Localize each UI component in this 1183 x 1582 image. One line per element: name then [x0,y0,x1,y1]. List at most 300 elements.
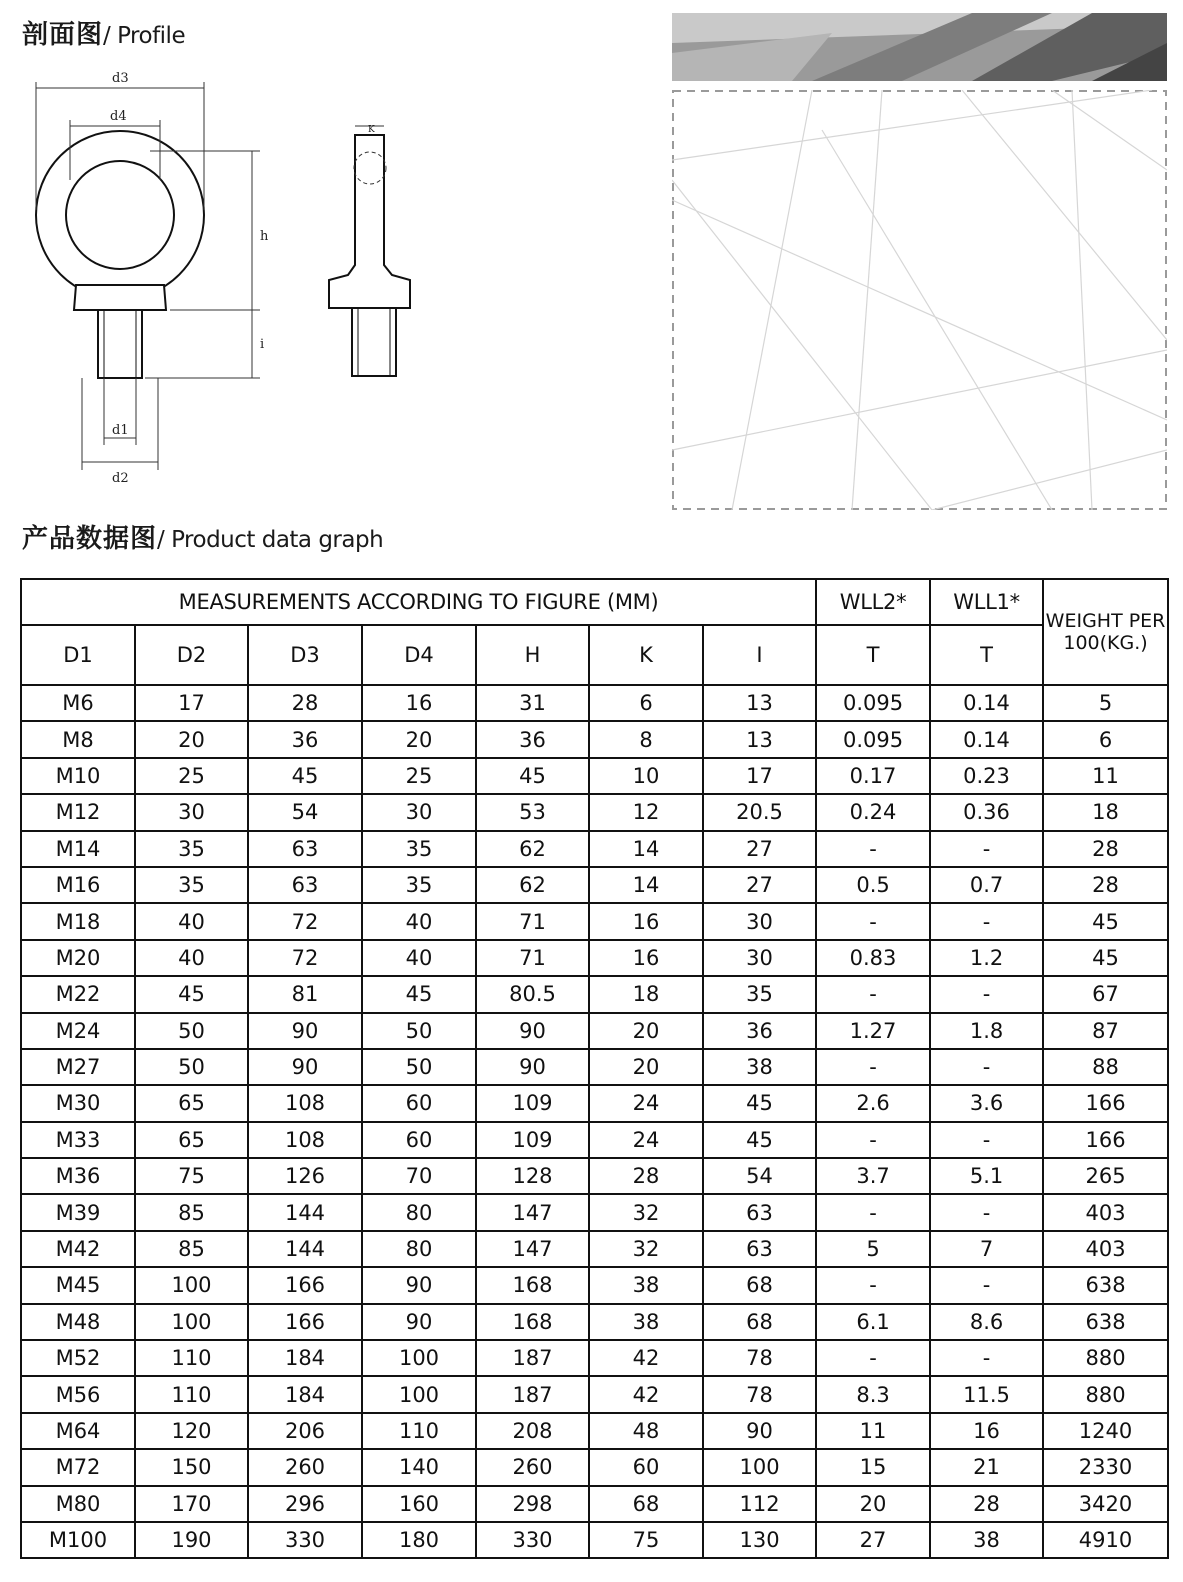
column-header: D3 [248,625,362,685]
table-cell: M56 [21,1376,135,1412]
table-cell: M42 [21,1231,135,1267]
table-cell: 50 [135,1013,248,1049]
table-cell: 168 [476,1304,589,1340]
table-cell: 72 [248,903,362,939]
table-cell: 3420 [1043,1486,1168,1522]
table-cell: M45 [21,1267,135,1303]
table-cell: 638 [1043,1304,1168,1340]
table-cell: 30 [703,903,816,939]
table-cell: - [816,1194,930,1230]
table-cell: 35 [135,831,248,867]
table-cell: 296 [248,1486,362,1522]
table-cell: 7 [930,1231,1043,1267]
table-row [21,867,1168,903]
table-row [21,794,1168,830]
table-cell: M100 [21,1522,135,1558]
table-cell: 68 [703,1267,816,1303]
table-cell: M30 [21,1085,135,1121]
decorative-panel [672,90,1167,510]
table-cell: - [930,903,1043,939]
table-cell: 25 [135,758,248,794]
table-row [21,1158,1168,1194]
table-cell: 42 [589,1340,703,1376]
column-header: D1 [21,625,135,685]
table-cell: 63 [248,831,362,867]
table-cell: - [816,1340,930,1376]
table-cell: 0.36 [930,794,1043,830]
table-cell: 109 [476,1122,589,1158]
data-heading [22,518,383,555]
table-cell: 16 [589,903,703,939]
table-cell: 50 [362,1013,476,1049]
table-cell: 35 [703,976,816,1012]
table-cell: 42 [589,1376,703,1412]
table-cell: 5 [1043,685,1168,721]
table-row [21,1486,1168,1522]
table-cell: 11.5 [930,1376,1043,1412]
table-cell: 6.1 [816,1304,930,1340]
table-cell: M6 [21,685,135,721]
column-header: K [589,625,703,685]
table-cell: M33 [21,1122,135,1158]
table-cell: 147 [476,1194,589,1230]
table-cell: 36 [476,721,589,757]
table-cell: - [816,1049,930,1085]
eye-bolt-drawing [20,60,420,490]
table-cell: 0.7 [930,867,1043,903]
table-cell: 2.6 [816,1085,930,1121]
wll2-header: WLL2* [816,579,930,625]
table-cell: 11 [1043,758,1168,794]
table-cell: 110 [135,1376,248,1412]
eye-outer-circle [36,131,204,299]
table-cell: M39 [21,1194,135,1230]
table-cell: 13 [703,721,816,757]
profile-heading-en: / Profile [103,23,186,49]
table-cell: M36 [21,1158,135,1194]
table-cell: M22 [21,976,135,1012]
table-cell: 90 [248,1049,362,1085]
table-cell: 40 [135,903,248,939]
table-cell: 27 [816,1522,930,1558]
table-cell: M27 [21,1049,135,1085]
table-cell: 45 [362,976,476,1012]
table-cell: 65 [135,1122,248,1158]
column-header: T [930,625,1043,685]
table-cell: - [930,1267,1043,1303]
table-cell: 36 [248,721,362,757]
table-cell: 63 [703,1231,816,1267]
table-cell: 17 [703,758,816,794]
table-row [21,1449,1168,1485]
table-cell: 67 [1043,976,1168,1012]
table-cell: 10 [589,758,703,794]
table-cell: 32 [589,1194,703,1230]
table-cell: 38 [589,1304,703,1340]
column-header: D2 [135,625,248,685]
table-cell: - [816,903,930,939]
table-cell: 2330 [1043,1449,1168,1485]
table-cell: 20.5 [703,794,816,830]
table-cell: 31 [476,685,589,721]
table-cell: 27 [703,831,816,867]
table-cell: 71 [476,903,589,939]
table-cell: 45 [703,1085,816,1121]
table-cell: 38 [589,1267,703,1303]
table-cell: 4910 [1043,1522,1168,1558]
table-cell: 109 [476,1085,589,1121]
table-cell: M12 [21,794,135,830]
table-cell: 190 [135,1522,248,1558]
column-header: T [816,625,930,685]
table-cell: 20 [362,721,476,757]
table-cell: - [816,1122,930,1158]
column-header: I [703,625,816,685]
table-cell: 11 [816,1413,930,1449]
table-cell: 130 [703,1522,816,1558]
table-cell: 48 [589,1413,703,1449]
table-cell: 180 [362,1522,476,1558]
table-cell: - [930,1049,1043,1085]
table-cell: 108 [248,1085,362,1121]
table-cell: 6 [1043,721,1168,757]
table-cell: 166 [1043,1085,1168,1121]
table-cell: 30 [362,794,476,830]
table-cell: 298 [476,1486,589,1522]
table-cell: - [930,976,1043,1012]
label-i: i [260,337,265,352]
table-cell: 108 [248,1122,362,1158]
table-row [21,940,1168,976]
table-cell: 15 [816,1449,930,1485]
table-cell: 63 [703,1194,816,1230]
table-cell: 60 [362,1085,476,1121]
table-cell: 265 [1043,1158,1168,1194]
table-cell: 35 [362,831,476,867]
label-d1: d1 [112,423,129,438]
table-cell: 144 [248,1231,362,1267]
table-cell: 0.14 [930,721,1043,757]
table-row [21,831,1168,867]
table-cell: 110 [135,1340,248,1376]
table-cell: 100 [362,1340,476,1376]
table-cell: 78 [703,1376,816,1412]
table-cell: 128 [476,1158,589,1194]
table-cell: M20 [21,940,135,976]
table-row [21,1231,1168,1267]
table-cell: 16 [930,1413,1043,1449]
table-cell: 40 [362,903,476,939]
table-cell: 8 [589,721,703,757]
table-cell: 85 [135,1194,248,1230]
table-cell: 28 [589,1158,703,1194]
table-row [21,1413,1168,1449]
table-cell: 60 [589,1449,703,1485]
table-cell: 3.7 [816,1158,930,1194]
table-cell: 80.5 [476,976,589,1012]
table-cell: 140 [362,1449,476,1485]
table-cell: 38 [930,1522,1043,1558]
table-cell: 880 [1043,1340,1168,1376]
thread-shank [98,310,142,378]
table-cell: 20 [816,1486,930,1522]
label-d2: d2 [112,471,129,486]
table-cell: 13 [703,685,816,721]
table-cell: 187 [476,1340,589,1376]
table-cell: 0.17 [816,758,930,794]
table-row [21,685,1168,721]
table-cell: 126 [248,1158,362,1194]
table-cell: 75 [589,1522,703,1558]
table-row [21,1340,1168,1376]
table-cell: 0.14 [930,685,1043,721]
table-cell: 60 [362,1122,476,1158]
table-cell: 40 [362,940,476,976]
wll1-header: WLL1* [930,579,1043,625]
table-cell: 14 [589,831,703,867]
table-cell: 17 [135,685,248,721]
table-cell: 144 [248,1194,362,1230]
table-row [21,1267,1168,1303]
table-cell: 72 [248,940,362,976]
table-cell: 54 [703,1158,816,1194]
table-cell: 45 [135,976,248,1012]
table-cell: 1240 [1043,1413,1168,1449]
table-cell: 208 [476,1413,589,1449]
weight-header: WEIGHT PER 100(KG.) [1043,579,1168,685]
table-cell: 30 [135,794,248,830]
table-cell: 170 [135,1486,248,1522]
table-cell: - [930,1194,1043,1230]
table-cell: 80 [362,1194,476,1230]
side-view-thread [352,308,396,376]
table-cell: 90 [248,1013,362,1049]
table-row [21,1194,1168,1230]
table-cell: 24 [589,1122,703,1158]
table-cell: 28 [930,1486,1043,1522]
table-cell: 90 [362,1267,476,1303]
table-cell: M48 [21,1304,135,1340]
table-cell: M10 [21,758,135,794]
table-cell: 62 [476,867,589,903]
table-cell: 6 [589,685,703,721]
collar-shape [74,285,166,310]
table-cell: 100 [362,1376,476,1412]
table-cell: 45 [703,1122,816,1158]
table-cell: 0.095 [816,721,930,757]
table-cell: 260 [248,1449,362,1485]
table-cell: 187 [476,1376,589,1412]
data-heading-en: / Product data graph [157,527,384,553]
decorative-banner [672,13,1167,81]
table-cell: 0.095 [816,685,930,721]
table-cell: 12 [589,794,703,830]
table-cell: 1.2 [930,940,1043,976]
table-cell: 20 [589,1049,703,1085]
table-cell: 1.8 [930,1013,1043,1049]
table-cell: 71 [476,940,589,976]
table-row [21,1122,1168,1158]
table-row [21,1304,1168,1340]
table-cell: 5 [816,1231,930,1267]
table-cell: 638 [1043,1267,1168,1303]
table-cell: 16 [589,940,703,976]
table-cell: 35 [362,867,476,903]
table-cell: 30 [703,940,816,976]
table-cell: - [816,831,930,867]
table-cell: 147 [476,1231,589,1267]
table-cell: 100 [135,1267,248,1303]
table-cell: - [930,1340,1043,1376]
table-row [21,758,1168,794]
table-row [21,1049,1168,1085]
column-header: D4 [362,625,476,685]
table-cell: 8.6 [930,1304,1043,1340]
table-cell: 330 [248,1522,362,1558]
table-cell: 3.6 [930,1085,1043,1121]
table-cell: 110 [362,1413,476,1449]
table-cell: 120 [135,1413,248,1449]
table-cell: 35 [135,867,248,903]
table-cell: 85 [135,1231,248,1267]
table-cell: 21 [930,1449,1043,1485]
table-row [21,1013,1168,1049]
table-cell: - [816,1267,930,1303]
table-row [21,1522,1168,1558]
table-cell: 90 [362,1304,476,1340]
table-cell: 330 [476,1522,589,1558]
table-cell: 184 [248,1376,362,1412]
table-cell: 184 [248,1340,362,1376]
table-cell: 36 [703,1013,816,1049]
table-cell: 70 [362,1158,476,1194]
table-cell: 166 [248,1304,362,1340]
table-cell: 24 [589,1085,703,1121]
table-cell: - [930,831,1043,867]
table-cell: 88 [1043,1049,1168,1085]
table-cell: 20 [589,1013,703,1049]
table-cell: 38 [703,1049,816,1085]
table-cell: 0.83 [816,940,930,976]
table-row [21,903,1168,939]
data-heading-zh: 产品数据图 [22,524,158,554]
table-cell: 28 [1043,831,1168,867]
table-cell: 168 [476,1267,589,1303]
table-cell: 14 [589,867,703,903]
eye-inner-circle [66,161,174,269]
table-cell: M52 [21,1340,135,1376]
table-cell: 90 [476,1049,589,1085]
table-cell: 81 [248,976,362,1012]
table-cell: 63 [248,867,362,903]
table-cell: 40 [135,940,248,976]
label-h: h [260,229,269,244]
table-cell: 206 [248,1413,362,1449]
table-cell: 68 [703,1304,816,1340]
table-cell: 45 [1043,940,1168,976]
table-cell: 54 [248,794,362,830]
table-cell: 150 [135,1449,248,1485]
column-header-row [21,625,1168,685]
table-cell: 45 [476,758,589,794]
table-cell: 50 [135,1049,248,1085]
table-cell: 100 [703,1449,816,1485]
table-cell: 403 [1043,1194,1168,1230]
table-cell: M16 [21,867,135,903]
table-cell: 27 [703,867,816,903]
table-row [21,1376,1168,1412]
table-cell: 5.1 [930,1158,1043,1194]
table-cell: 403 [1043,1231,1168,1267]
table-cell: M64 [21,1413,135,1449]
column-header: H [476,625,589,685]
table-cell: M72 [21,1449,135,1485]
table-cell: 68 [589,1486,703,1522]
table-row [21,1085,1168,1121]
table-cell: 32 [589,1231,703,1267]
side-view-shape [329,135,410,308]
profile-heading [22,14,185,51]
table-cell: 78 [703,1340,816,1376]
label-d4: d4 [110,109,127,124]
table-cell: 87 [1043,1013,1168,1049]
table-cell: 8.3 [816,1376,930,1412]
table-cell: 28 [248,685,362,721]
table-cell: - [816,976,930,1012]
table-cell: 16 [362,685,476,721]
table-cell: 166 [248,1267,362,1303]
table-cell: 0.23 [930,758,1043,794]
table-cell: 20 [135,721,248,757]
table-cell: 75 [135,1158,248,1194]
table-cell: 1.27 [816,1013,930,1049]
table-row [21,721,1168,757]
table-cell: 160 [362,1486,476,1522]
measurements-group-header: MEASUREMENTS ACCORDING TO FIGURE (MM) [21,579,816,625]
table-cell: 18 [1043,794,1168,830]
label-d3: d3 [112,71,129,86]
table-cell: 112 [703,1486,816,1522]
table-cell: 90 [703,1413,816,1449]
label-k: K [368,125,375,135]
table-cell: 166 [1043,1122,1168,1158]
table-cell: 18 [589,976,703,1012]
table-cell: M8 [21,721,135,757]
table-cell: 0.24 [816,794,930,830]
table-cell: 45 [248,758,362,794]
table-cell: 0.5 [816,867,930,903]
table-cell: M14 [21,831,135,867]
table-cell: 260 [476,1449,589,1485]
table-cell: - [930,1122,1043,1158]
table-cell: 25 [362,758,476,794]
table-cell: M80 [21,1486,135,1522]
profile-heading-zh: 剖面图 [22,20,104,50]
table-cell: 50 [362,1049,476,1085]
table-cell: 100 [135,1304,248,1340]
table-cell: 80 [362,1231,476,1267]
table-cell: 53 [476,794,589,830]
spec-table [20,578,1169,1559]
table-cell: 62 [476,831,589,867]
table-cell: 65 [135,1085,248,1121]
table-cell: 28 [1043,867,1168,903]
table-cell: M18 [21,903,135,939]
table-cell: 90 [476,1013,589,1049]
table-cell: M24 [21,1013,135,1049]
table-body [21,685,1168,1558]
table-cell: 45 [1043,903,1168,939]
